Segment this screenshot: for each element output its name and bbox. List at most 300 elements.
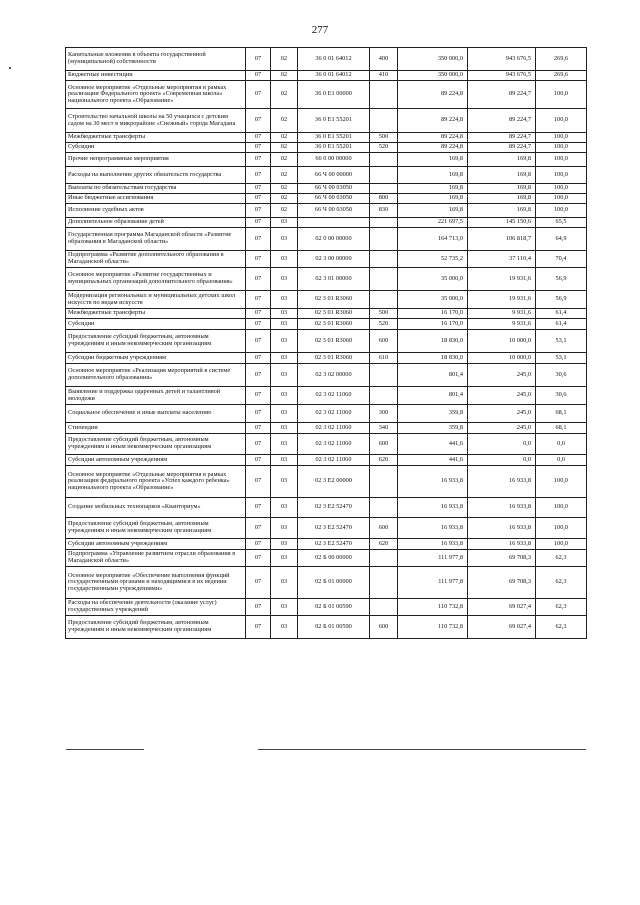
- row-actual: 16 933,8: [468, 539, 536, 550]
- row-plan: 89 224,8: [398, 143, 468, 153]
- row-target-article: 02 3 01 R3060: [298, 330, 370, 353]
- row-percent: 100,0: [536, 518, 587, 539]
- row-name: Капитальные вложения в объекты государственной (муниципальной) собственности: [66, 48, 246, 71]
- row-plan: 801,4: [398, 387, 468, 405]
- row-expense-type: [370, 228, 398, 251]
- row-section: 07: [246, 251, 271, 268]
- row-target-article: 02 Б 01 00590: [298, 599, 370, 616]
- row-name: Социальное обеспечение и иные выплаты населению: [66, 405, 246, 423]
- row-section: 07: [246, 71, 271, 81]
- row-subsection: 02: [271, 167, 298, 184]
- row-name: Основное мероприятие «Отдельные мероприятия в рамках реализации федерального проекта «Успех каждого ребенка» национального проекта «Образование»: [66, 466, 246, 498]
- row-subsection: 02: [271, 204, 298, 218]
- row-name: Подпрограмма «Развитие дополнительного образования в Магаданской области»: [66, 251, 246, 268]
- row-plan: 89 224,8: [398, 133, 468, 143]
- row-subsection: 03: [271, 466, 298, 498]
- row-subsection: 03: [271, 387, 298, 405]
- row-name: Модернизация региональных и муниципальных детских школ искусств по видам искусств: [66, 291, 246, 309]
- row-actual: 943 676,5: [468, 71, 536, 81]
- row-actual: 37 110,4: [468, 251, 536, 268]
- row-name: Субсидии автономным учреждениям: [66, 455, 246, 466]
- table-row: [66, 228, 587, 251]
- row-name: Дополнительное образование детей: [66, 218, 246, 228]
- row-actual: 89 224,7: [468, 81, 536, 109]
- row-name: Расходы на обеспечение деятельности (оказание услуг) государственных учреждений: [66, 599, 246, 616]
- row-percent: 53,1: [536, 353, 587, 364]
- row-plan: 18 830,0: [398, 330, 468, 353]
- row-percent: 100,0: [536, 204, 587, 218]
- row-actual: 169,8: [468, 167, 536, 184]
- row-subsection: 03: [271, 405, 298, 423]
- row-name: Иные бюджетные ассигнования: [66, 194, 246, 204]
- row-name: Субсидии: [66, 143, 246, 153]
- row-plan: 35 000,0: [398, 291, 468, 309]
- table-row: [66, 539, 587, 550]
- row-percent: 61,4: [536, 309, 587, 319]
- row-percent: 62,3: [536, 616, 587, 639]
- row-section: 07: [246, 364, 271, 387]
- row-target-article: 02 3 02 11060: [298, 455, 370, 466]
- row-plan: 169,8: [398, 184, 468, 194]
- row-name: Предоставление субсидий бюджетным, автономным учреждениям и иным некоммерческим организациям: [66, 330, 246, 353]
- row-percent: 68,1: [536, 405, 587, 423]
- table-row: [66, 423, 587, 434]
- row-actual: 245,0: [468, 423, 536, 434]
- row-name: Создание мобильных технопарков «Кванториум»: [66, 498, 246, 518]
- row-actual: 69 708,3: [468, 550, 536, 567]
- row-actual: 19 931,6: [468, 268, 536, 291]
- row-plan: 16 933,8: [398, 466, 468, 498]
- row-plan: 111 977,8: [398, 567, 468, 599]
- table-row: [66, 153, 587, 167]
- row-name: Подпрограмма «Управление развитием отрасли образования в Магаданской области»: [66, 550, 246, 567]
- row-expense-type: [370, 364, 398, 387]
- row-target-article: 36 0 E1 55201: [298, 133, 370, 143]
- row-name: Выплаты по обязательствам государства: [66, 184, 246, 194]
- row-expense-type: [370, 184, 398, 194]
- row-subsection: 03: [271, 616, 298, 639]
- row-expense-type: [370, 268, 398, 291]
- row-section: 07: [246, 81, 271, 109]
- row-percent: 269,6: [536, 48, 587, 71]
- table-row: [66, 330, 587, 353]
- row-target-article: 02 Б 01 00590: [298, 616, 370, 639]
- row-section: 07: [246, 204, 271, 218]
- row-subsection: 02: [271, 81, 298, 109]
- row-plan: 359,8: [398, 423, 468, 434]
- row-subsection: 03: [271, 455, 298, 466]
- table-row: [66, 309, 587, 319]
- row-section: 07: [246, 434, 271, 455]
- row-expense-type: 620: [370, 455, 398, 466]
- row-expense-type: [370, 291, 398, 309]
- table-row: [66, 167, 587, 184]
- row-percent: 269,6: [536, 71, 587, 81]
- row-actual: 89 224,7: [468, 133, 536, 143]
- row-plan: 164 713,0: [398, 228, 468, 251]
- row-section: 07: [246, 218, 271, 228]
- row-plan: 35 000,0: [398, 268, 468, 291]
- row-subsection: 03: [271, 268, 298, 291]
- row-name: Строительство начальной школы на 50 учащихся с детским садом на 30 мест в микрорайоне «Снежный» города Магадана: [66, 109, 246, 133]
- row-actual: 943 676,5: [468, 48, 536, 71]
- row-name: Стипендии: [66, 423, 246, 434]
- row-percent: 0,0: [536, 455, 587, 466]
- row-actual: 69 708,3: [468, 567, 536, 599]
- row-percent: 62,3: [536, 599, 587, 616]
- row-section: 07: [246, 228, 271, 251]
- row-percent: 61,4: [536, 319, 587, 330]
- row-actual: 169,8: [468, 194, 536, 204]
- row-percent: 100,0: [536, 109, 587, 133]
- table-row: [66, 353, 587, 364]
- row-subsection: 02: [271, 48, 298, 71]
- row-subsection: 02: [271, 109, 298, 133]
- row-expense-type: 520: [370, 319, 398, 330]
- row-name: Бюджетные инвестиции: [66, 71, 246, 81]
- row-expense-type: 340: [370, 423, 398, 434]
- row-section: 07: [246, 550, 271, 567]
- row-expense-type: 600: [370, 518, 398, 539]
- row-percent: 100,0: [536, 133, 587, 143]
- row-section: 07: [246, 194, 271, 204]
- row-subsection: 03: [271, 434, 298, 455]
- row-name: Межбюджетные трансферты: [66, 133, 246, 143]
- table-row: [66, 405, 587, 423]
- row-percent: 0,0: [536, 434, 587, 455]
- row-target-article: 66 0 00 00000: [298, 153, 370, 167]
- row-section: 07: [246, 143, 271, 153]
- row-expense-type: 520: [370, 143, 398, 153]
- row-name: Исполнение судебных актов: [66, 204, 246, 218]
- row-subsection: 03: [271, 498, 298, 518]
- row-subsection: 03: [271, 309, 298, 319]
- row-plan: 16 170,0: [398, 319, 468, 330]
- table-row: [66, 567, 587, 599]
- row-expense-type: [370, 567, 398, 599]
- footer-rule-left: [66, 749, 144, 750]
- row-percent: 100,0: [536, 539, 587, 550]
- row-plan: 221 697,5: [398, 218, 468, 228]
- row-percent: 70,4: [536, 251, 587, 268]
- row-target-article: 02 3 02 11060: [298, 434, 370, 455]
- row-percent: 56,9: [536, 291, 587, 309]
- table-row: [66, 616, 587, 639]
- table-row: [66, 364, 587, 387]
- row-section: 07: [246, 291, 271, 309]
- row-target-article: 02 3 02 11060: [298, 405, 370, 423]
- row-name: Субсидии бюджетным учреждениям: [66, 353, 246, 364]
- row-target-article: [298, 218, 370, 228]
- row-name: Выявление и поддержка одаренных детей и талантливой молодежи: [66, 387, 246, 405]
- table-body: [66, 48, 587, 639]
- budget-table: [65, 47, 587, 639]
- row-subsection: 03: [271, 423, 298, 434]
- row-percent: 30,6: [536, 387, 587, 405]
- row-plan: 441,6: [398, 455, 468, 466]
- row-section: 07: [246, 405, 271, 423]
- row-expense-type: 800: [370, 194, 398, 204]
- row-section: 07: [246, 167, 271, 184]
- row-plan: 169,8: [398, 204, 468, 218]
- row-actual: 19 931,6: [468, 291, 536, 309]
- table-row: [66, 599, 587, 616]
- row-percent: 62,3: [536, 550, 587, 567]
- row-actual: 9 931,6: [468, 319, 536, 330]
- row-section: 07: [246, 567, 271, 599]
- row-target-article: 02 3 02 11060: [298, 387, 370, 405]
- row-percent: 62,3: [536, 567, 587, 599]
- row-actual: 10 000,0: [468, 330, 536, 353]
- row-percent: 100,0: [536, 498, 587, 518]
- table-row: [66, 387, 587, 405]
- row-target-article: 02 3 E2 52470: [298, 498, 370, 518]
- row-name: Основное мероприятие «Обеспечение выполнения функций государственными органами и находящимися в их ведении государственными учреждениями»: [66, 567, 246, 599]
- row-plan: 16 933,8: [398, 518, 468, 539]
- row-expense-type: [370, 167, 398, 184]
- row-percent: 30,6: [536, 364, 587, 387]
- row-actual: 69 027,4: [468, 599, 536, 616]
- table-row: [66, 133, 587, 143]
- row-subsection: 03: [271, 228, 298, 251]
- row-target-article: 66 Ч 00 00000: [298, 167, 370, 184]
- row-expense-type: [370, 218, 398, 228]
- row-expense-type: [370, 153, 398, 167]
- row-section: 07: [246, 466, 271, 498]
- row-name: Основное мероприятие «Отдельные мероприятия в рамках реализации Федерального проекта «Современная школа» национального проекта «Образование»: [66, 81, 246, 109]
- row-target-article: 36 0 E1 55201: [298, 143, 370, 153]
- row-section: 07: [246, 48, 271, 71]
- row-actual: 89 224,7: [468, 143, 536, 153]
- row-expense-type: 600: [370, 434, 398, 455]
- row-target-article: 02 Б 01 00000: [298, 567, 370, 599]
- row-target-article: 02 3 01 R3060: [298, 309, 370, 319]
- table-row: [66, 218, 587, 228]
- row-actual: 169,8: [468, 153, 536, 167]
- table-row: [66, 81, 587, 109]
- row-target-article: 02 3 02 00000: [298, 364, 370, 387]
- row-plan: 169,8: [398, 167, 468, 184]
- row-target-article: 02 Б 00 00000: [298, 550, 370, 567]
- table-row: [66, 518, 587, 539]
- table-row: [66, 466, 587, 498]
- footer-rule-right: [258, 749, 586, 750]
- row-plan: 16 933,8: [398, 539, 468, 550]
- row-percent: 64,9: [536, 228, 587, 251]
- row-expense-type: 400: [370, 48, 398, 71]
- row-plan: 169,8: [398, 194, 468, 204]
- row-percent: 53,1: [536, 330, 587, 353]
- row-percent: 100,0: [536, 153, 587, 167]
- row-subsection: 03: [271, 539, 298, 550]
- row-actual: 69 027,4: [468, 616, 536, 639]
- row-actual: 245,0: [468, 387, 536, 405]
- row-actual: 16 933,8: [468, 518, 536, 539]
- row-percent: 100,0: [536, 184, 587, 194]
- row-target-article: 02 3 01 R3060: [298, 319, 370, 330]
- row-actual: 9 931,6: [468, 309, 536, 319]
- row-target-article: 02 3 E2 52470: [298, 518, 370, 539]
- row-actual: 16 933,8: [468, 498, 536, 518]
- row-expense-type: 600: [370, 330, 398, 353]
- row-expense-type: 610: [370, 353, 398, 364]
- row-target-article: 36 0 E1 55201: [298, 109, 370, 133]
- row-subsection: 02: [271, 143, 298, 153]
- row-plan: 16 933,8: [398, 498, 468, 518]
- row-plan: 110 732,8: [398, 599, 468, 616]
- row-expense-type: [370, 599, 398, 616]
- row-plan: 359,8: [398, 405, 468, 423]
- row-target-article: 36 0 01 64012: [298, 71, 370, 81]
- row-actual: 89 224,7: [468, 109, 536, 133]
- row-target-article: 02 3 E2 00000: [298, 466, 370, 498]
- table-row: [66, 143, 587, 153]
- table-row: [66, 71, 587, 81]
- table-row: [66, 184, 587, 194]
- row-subsection: 02: [271, 71, 298, 81]
- row-expense-type: 410: [370, 71, 398, 81]
- row-name: Предоставление субсидий бюджетным, автономным учреждениям и иным некоммерческим организациям: [66, 434, 246, 455]
- row-subsection: 03: [271, 550, 298, 567]
- row-name: Предоставление субсидий бюджетным, автономным учреждениям и иным некоммерческим организациям: [66, 616, 246, 639]
- row-section: 07: [246, 330, 271, 353]
- row-expense-type: 620: [370, 539, 398, 550]
- row-name: Предоставление субсидий бюджетным, автономным учреждениям и иным некоммерческим организациям: [66, 518, 246, 539]
- row-section: 07: [246, 133, 271, 143]
- row-actual: 169,8: [468, 184, 536, 194]
- row-actual: 0,0: [468, 434, 536, 455]
- row-target-article: 36 0 E1 00000: [298, 81, 370, 109]
- row-actual: 245,0: [468, 405, 536, 423]
- page-number: 277: [311, 24, 329, 36]
- row-expense-type: 500: [370, 309, 398, 319]
- row-section: 07: [246, 309, 271, 319]
- row-name: Межбюджетные трансферты: [66, 309, 246, 319]
- row-subsection: 02: [271, 133, 298, 143]
- row-subsection: 03: [271, 353, 298, 364]
- row-actual: 10 000,0: [468, 353, 536, 364]
- row-actual: 16 933,8: [468, 466, 536, 498]
- table-row: [66, 48, 587, 71]
- row-target-article: 02 3 E2 52470: [298, 539, 370, 550]
- table-row: [66, 550, 587, 567]
- row-plan: 169,8: [398, 153, 468, 167]
- row-subsection: 02: [271, 184, 298, 194]
- row-plan: 16 170,0: [398, 309, 468, 319]
- row-name: Основное мероприятие «Реализация мероприятий в системе дополнительного образования»: [66, 364, 246, 387]
- table-row: [66, 291, 587, 309]
- row-section: 07: [246, 184, 271, 194]
- row-section: 07: [246, 498, 271, 518]
- row-subsection: 03: [271, 364, 298, 387]
- row-name: Расходы на выполнение других обязательств государства: [66, 167, 246, 184]
- row-percent: 100,0: [536, 143, 587, 153]
- row-section: 07: [246, 455, 271, 466]
- row-percent: 56,9: [536, 268, 587, 291]
- row-section: 07: [246, 423, 271, 434]
- table-row: [66, 455, 587, 466]
- row-name: Прочие непрограммные мероприятия: [66, 153, 246, 167]
- row-subsection: 03: [271, 218, 298, 228]
- row-expense-type: 300: [370, 405, 398, 423]
- row-plan: 801,4: [398, 364, 468, 387]
- row-subsection: 03: [271, 251, 298, 268]
- table-row: [66, 204, 587, 218]
- row-target-article: 02 3 01 R3060: [298, 353, 370, 364]
- row-expense-type: 600: [370, 616, 398, 639]
- row-section: 07: [246, 268, 271, 291]
- row-subsection: 02: [271, 153, 298, 167]
- row-expense-type: [370, 550, 398, 567]
- row-subsection: 03: [271, 330, 298, 353]
- row-subsection: 02: [271, 194, 298, 204]
- row-expense-type: 500: [370, 133, 398, 143]
- row-expense-type: [370, 251, 398, 268]
- row-target-article: 02 3 01 R3060: [298, 291, 370, 309]
- row-plan: 350 000,0: [398, 71, 468, 81]
- row-target-article: 66 Ч 00 03050: [298, 184, 370, 194]
- row-section: 07: [246, 319, 271, 330]
- row-percent: 68,1: [536, 423, 587, 434]
- row-target-article: 66 Ч 00 03050: [298, 204, 370, 218]
- row-plan: 350 000,0: [398, 48, 468, 71]
- row-plan: 111 977,8: [398, 550, 468, 567]
- row-subsection: 03: [271, 291, 298, 309]
- row-expense-type: 830: [370, 204, 398, 218]
- table-row: [66, 194, 587, 204]
- row-expense-type: [370, 109, 398, 133]
- row-plan: 18 830,0: [398, 353, 468, 364]
- row-actual: 245,0: [468, 364, 536, 387]
- row-name: Государственная программа Магаданской области «Развитие образования в Магаданской области»: [66, 228, 246, 251]
- row-subsection: 03: [271, 567, 298, 599]
- row-name: Основное мероприятие «Развитие государственных и муниципальных организаций дополнительного образования»: [66, 268, 246, 291]
- row-section: 07: [246, 153, 271, 167]
- row-expense-type: [370, 387, 398, 405]
- table-row: [66, 498, 587, 518]
- row-actual: 169,8: [468, 204, 536, 218]
- row-expense-type: [370, 81, 398, 109]
- row-section: 07: [246, 616, 271, 639]
- row-percent: 100,0: [536, 81, 587, 109]
- row-section: 07: [246, 599, 271, 616]
- table-row: [66, 251, 587, 268]
- row-plan: 441,6: [398, 434, 468, 455]
- row-section: 07: [246, 518, 271, 539]
- table-row: [66, 319, 587, 330]
- row-target-article: 02 3 01 00000: [298, 268, 370, 291]
- row-target-article: 66 Ч 00 03050: [298, 194, 370, 204]
- row-target-article: 02 0 00 00000: [298, 228, 370, 251]
- row-target-article: 02 3 02 11060: [298, 423, 370, 434]
- row-name: Субсидии: [66, 319, 246, 330]
- row-percent: 100,0: [536, 167, 587, 184]
- row-expense-type: [370, 498, 398, 518]
- table-row: [66, 109, 587, 133]
- table-row: [66, 434, 587, 455]
- row-section: 07: [246, 387, 271, 405]
- row-section: 07: [246, 539, 271, 550]
- row-actual: 0,0: [468, 455, 536, 466]
- row-plan: 52 735,2: [398, 251, 468, 268]
- row-section: 07: [246, 109, 271, 133]
- row-target-article: 36 0 01 64012: [298, 48, 370, 71]
- row-name: Субсидии автономным учреждениям: [66, 539, 246, 550]
- row-section: 07: [246, 353, 271, 364]
- row-subsection: 03: [271, 319, 298, 330]
- row-actual: 145 150,6: [468, 218, 536, 228]
- row-expense-type: [370, 466, 398, 498]
